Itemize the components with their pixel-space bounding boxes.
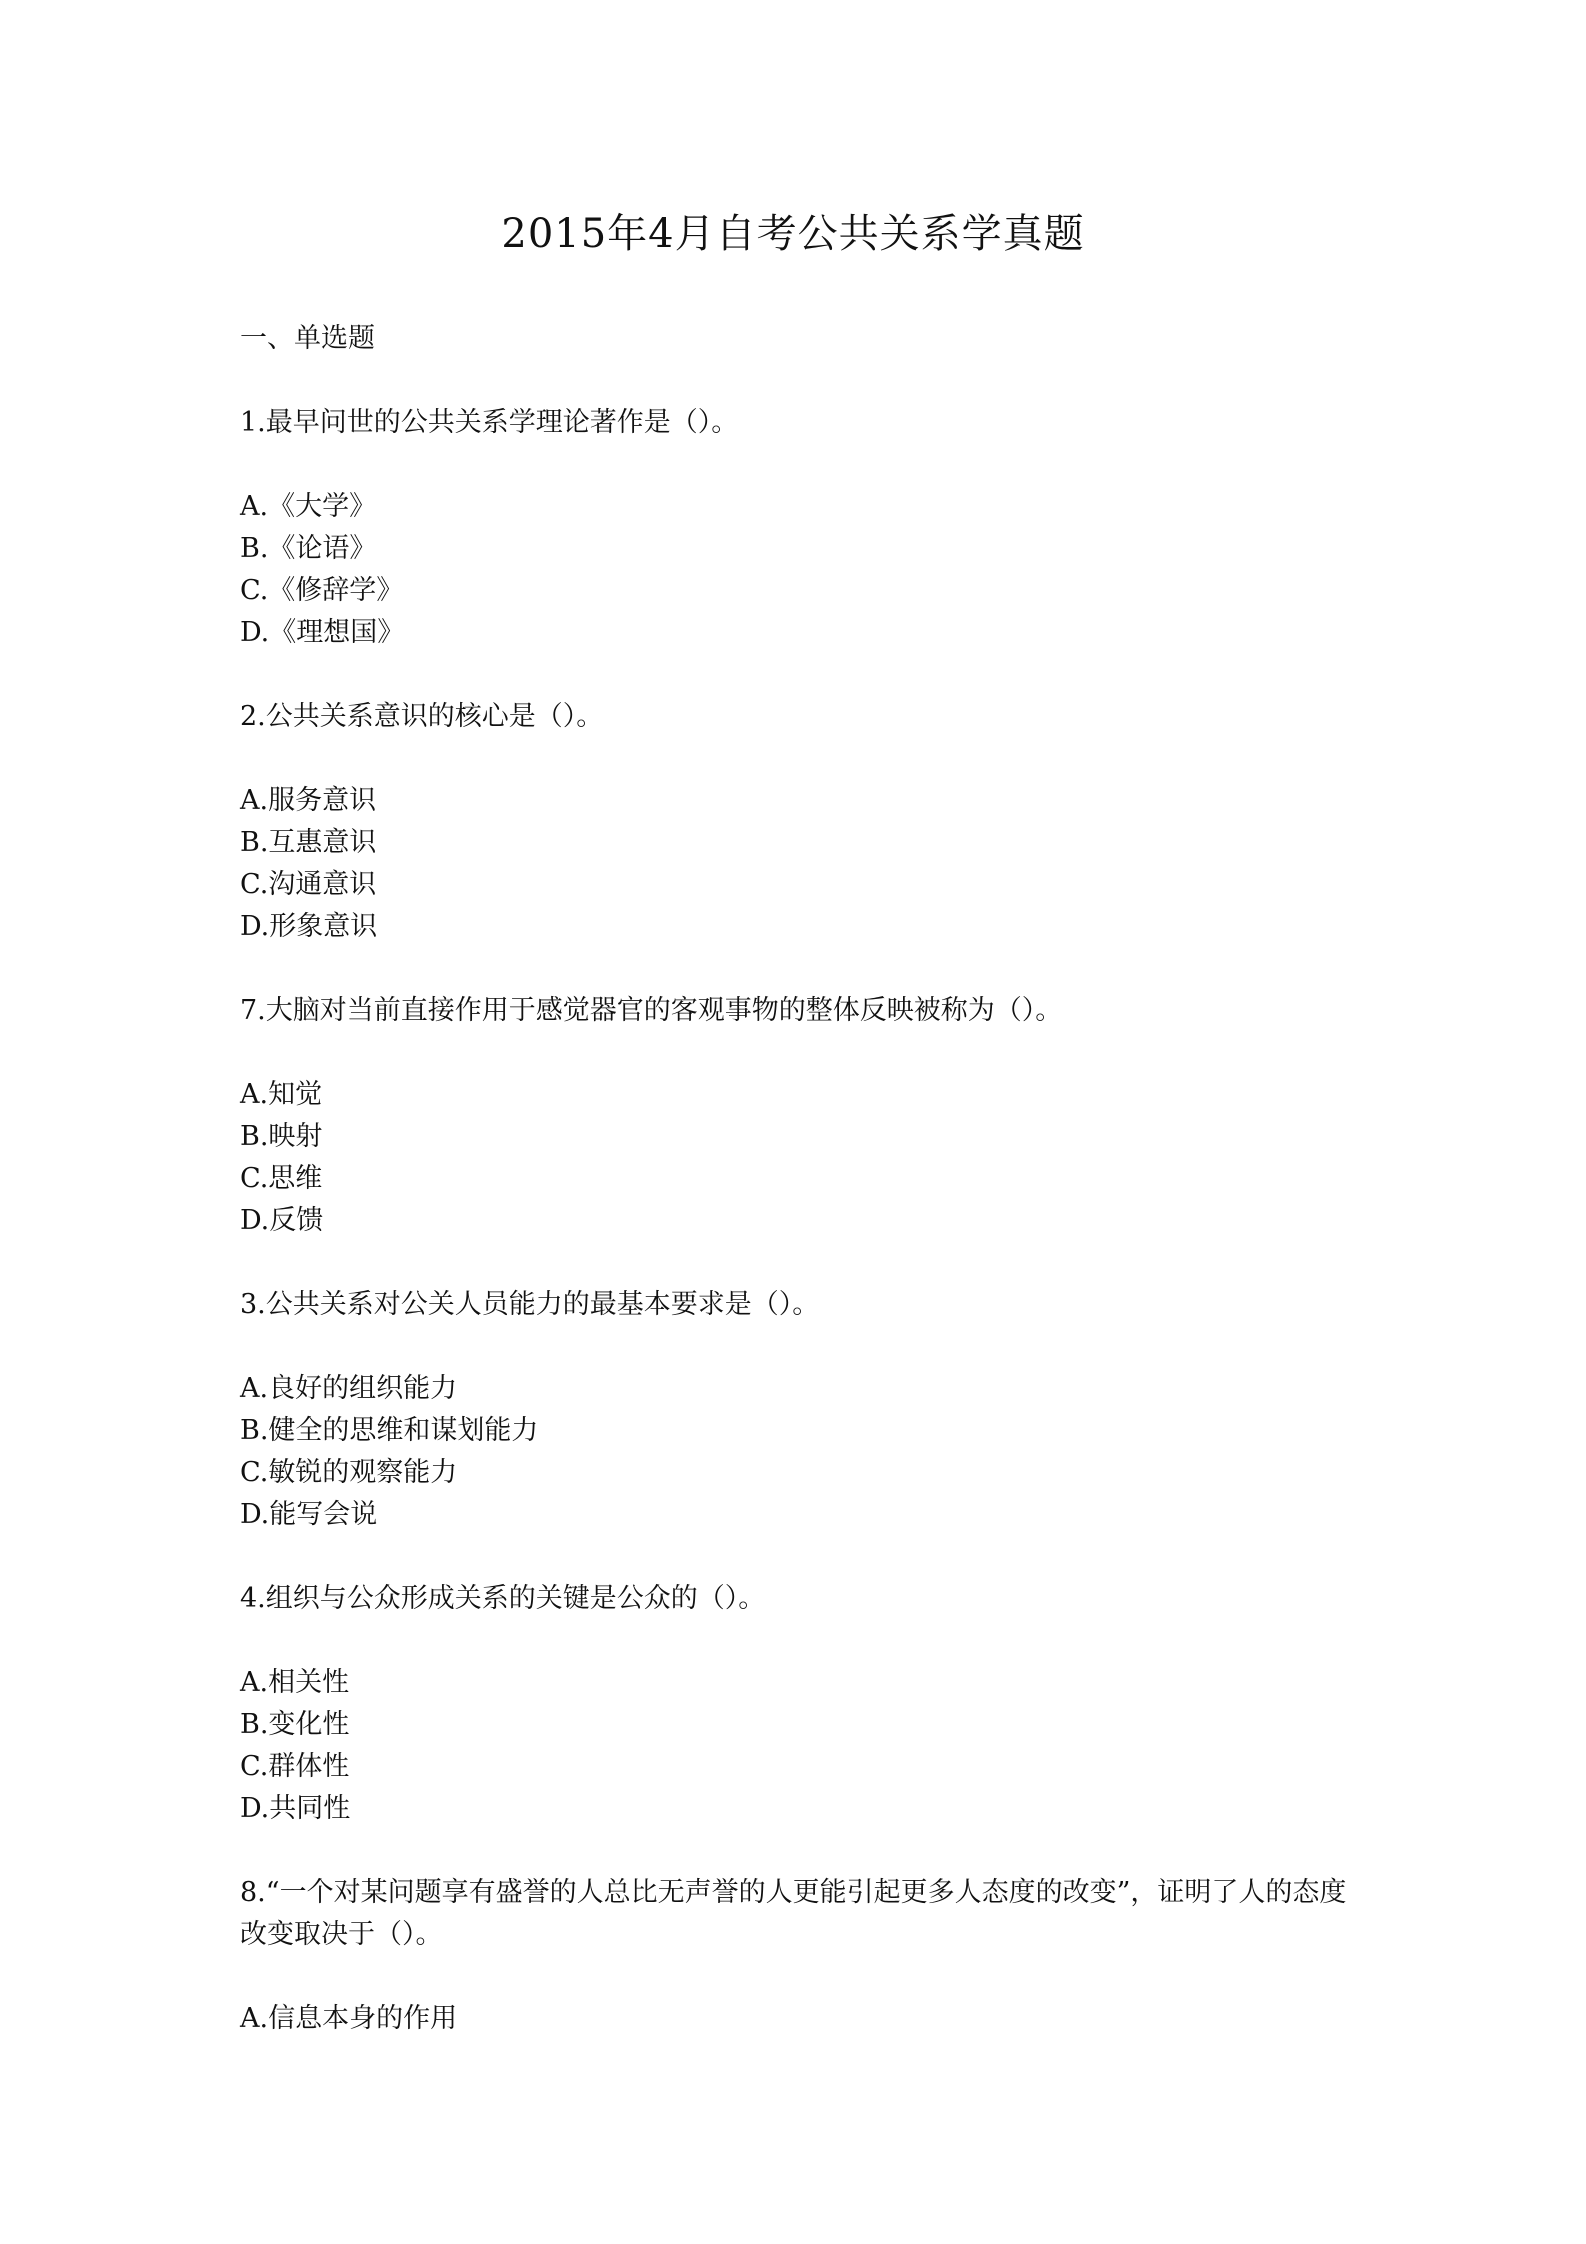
option-b: B.映射 (240, 1121, 323, 1152)
option-c: C.沟通意识 (240, 869, 377, 900)
option-c: C.《修辞学》 (240, 575, 404, 606)
option-b: B.健全的思维和谋划能力 (240, 1415, 539, 1446)
question-8 (240, 1872, 1360, 2040)
page-title: 2015年4月自考公共关系学真题 (501, 211, 1085, 257)
option-a: A.相关性 (240, 1667, 350, 1698)
option-d: D.共同性 (240, 1793, 351, 1824)
option-b: B.《论语》 (240, 533, 377, 564)
question-stem: 3.公共关系对公关人员能力的最基本要求是（）。 (240, 1289, 820, 1320)
question-stem: 7.大脑对当前直接作用于感觉器官的客观事物的整体反映被称为（）。 (240, 995, 1063, 1026)
option-d: D.反馈 (240, 1205, 324, 1236)
question-1 (240, 402, 1360, 654)
option-a: A.《大学》 (240, 491, 377, 522)
question-3 (240, 1284, 1360, 1536)
option-b: B.互惠意识 (240, 827, 377, 858)
option-d: D.能写会说 (240, 1499, 378, 1530)
option-b: B.变化性 (240, 1709, 350, 1740)
option-a: A.服务意识 (240, 785, 377, 816)
question-4 (240, 1578, 1360, 1830)
question-stem: 4.组织与公众形成关系的关键是公众的（）。 (240, 1583, 766, 1614)
question-stem: 8.“一个对某问题享有盛誉的人总比无声誉的人更能引起更多人态度的改变”，证明了人的态度改变取决于（）。 (240, 1877, 1347, 1950)
question-stem: 1.最早问世的公共关系学理论著作是（）。 (240, 407, 739, 438)
option-a: A.信息本身的作用 (240, 2003, 458, 2034)
option-c: C.敏锐的观察能力 (240, 1457, 458, 1488)
option-c: C.群体性 (240, 1751, 350, 1782)
document-body (240, 318, 1360, 2082)
question-7 (240, 990, 1360, 1242)
option-a: A.良好的组织能力 (240, 1373, 458, 1404)
section-heading: 一、单选题 (240, 323, 375, 354)
option-d: D.《理想国》 (240, 617, 405, 648)
option-a: A.知觉 (240, 1079, 323, 1110)
option-c: C.思维 (240, 1163, 323, 1194)
question-stem: 2.公共关系意识的核心是（）。 (240, 701, 604, 732)
question-2 (240, 696, 1360, 948)
option-d: D.形象意识 (240, 911, 378, 942)
